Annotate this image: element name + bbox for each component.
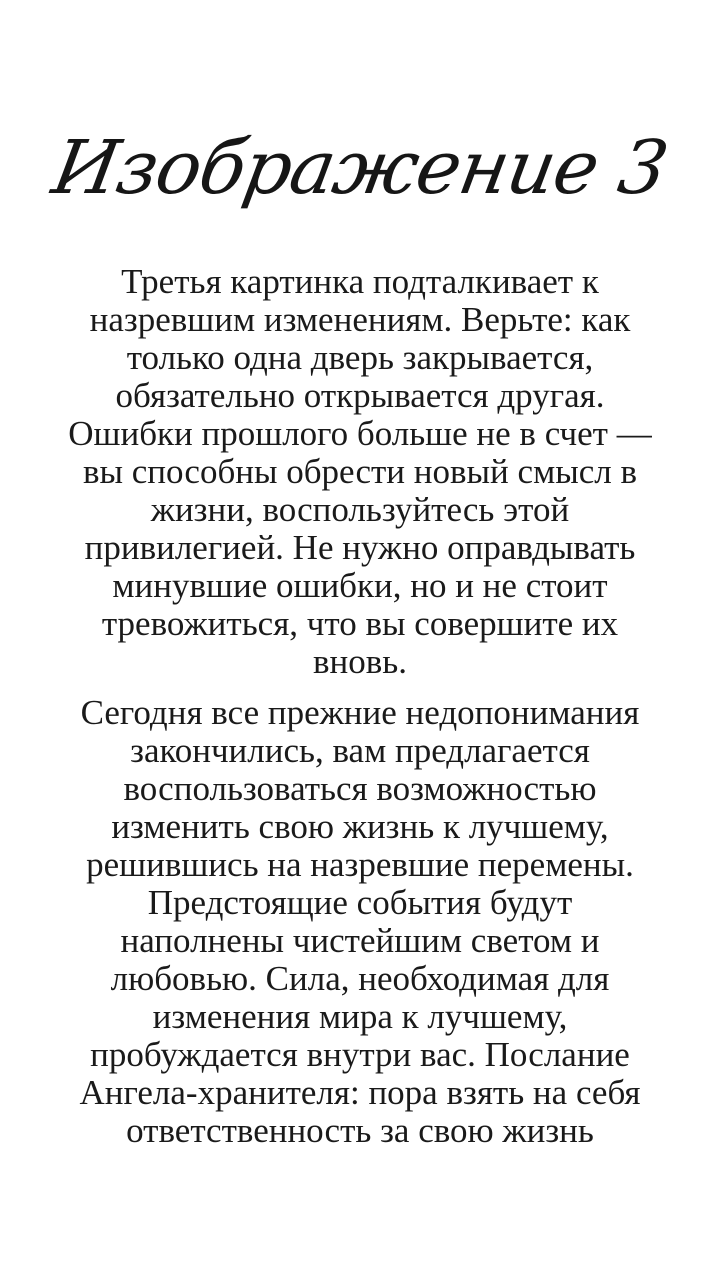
paragraph-1: Третья картинка подталкивает к назревшим изменениям. Верьте: как только одна дверь закрывается, обязательно открывается другая. Ошибки прошлого больше не в счет — вы способны обрести новый смысл в жизни, воспользуйтесь этой привилегией. Не нужно оправдывать минувшие ошибки, но и не стоит тревожиться, что вы совершите их вновь. — [68, 262, 652, 681]
page-title: Изображение 3 — [46, 125, 674, 211]
paragraph-2: Сегодня все прежние недопонимания закончились, вам предлагается воспользоваться возможностью изменить свою жизнь к лучшему, решившись на назревшие перемены. Предстоящие события будут наполнены чистейшим светом и любовью. Сила, необходимая для изменения мира к лучшему, пробуждается внутри вас. Послание Ангела-хранителя: пора взять на себя ответственность за свою жизнь — [79, 693, 641, 1150]
